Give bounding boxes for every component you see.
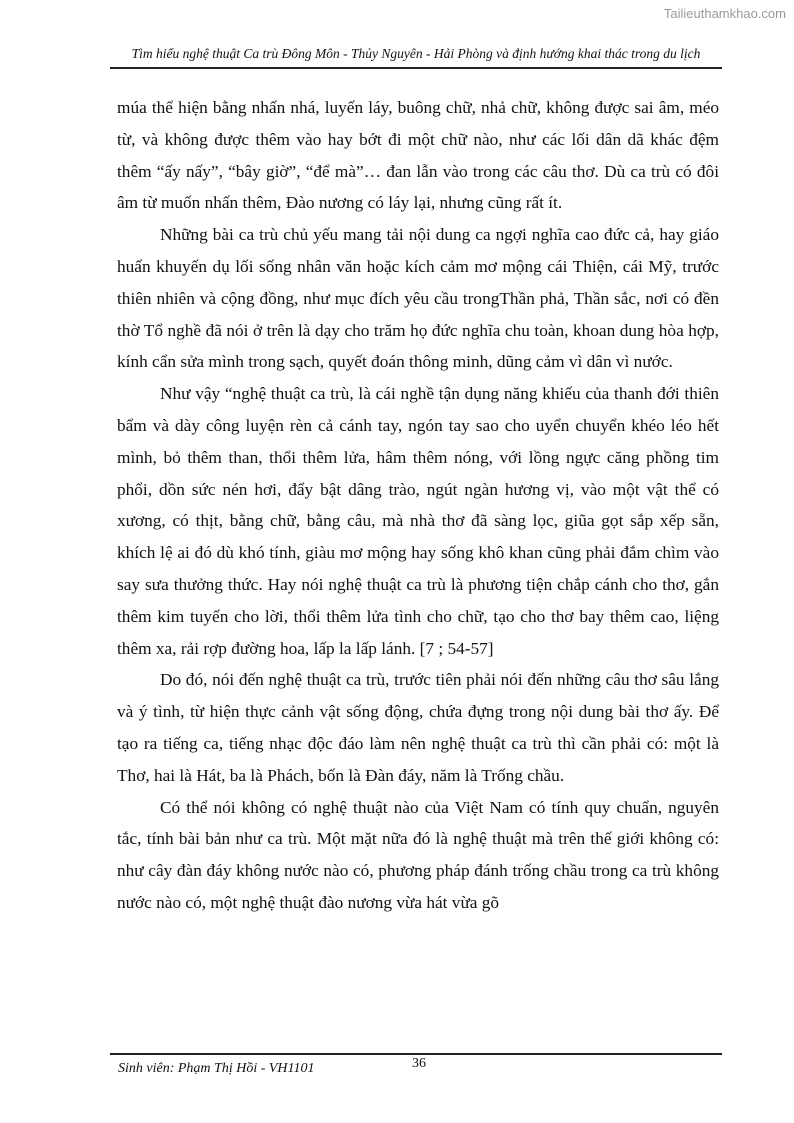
paragraph-2: Những bài ca trù chủ yếu mang tải nội dung ca ngợi nghĩa cao đức cả, hay giáo huấn khuyến dụ lối sống nhân văn hoặc kích cảm mơ mộng cái Thiện, cái Mỹ, trước thiên nhiên và cộng đồng, như mục đích yêu cầu trongThần phả, Thần sắc, nơi có đền thờ Tổ nghề đã nói ở trên là dạy cho trăm họ đức nghĩa chu toàn, khoan dung hòa hợp, kính cẩn sửa mình trong sạch, quyết đoán thông minh, dũng cảm vì dân vì nước. [117,225,719,372]
paragraph-4: Do đó, nói đến nghệ thuật ca trù, trước tiên phải nói đến những câu thơ sâu lắng và ý tình, từ hiện thực cảnh vật sống động, chứa đựng trong nội dung bài thơ ấy. Để tạo ra tiếng ca, tiếng nhạc độc đáo làm nên nghệ thuật ca trù thì cần phải có: một là Thơ, hai là Hát, ba là Phách, bốn là Đàn đáy, năm là Trống chầu. [117,670,719,785]
paragraph-3: Như vậy “nghệ thuật ca trù, là cái nghề tận dụng năng khiếu của thanh đới thiên bẩm và dày công luyện rèn cả cánh tay, ngón tay sao cho uyển chuyển khéo léo hết mình, bỏ thêm than, thổi thêm lửa, hâm thêm nóng, với lồng ngực căng phồng tim phổi, dồn sức nén hơi, đẩy bật dâng trào, ngút ngàn hương vị, vào một vật thể có xương, có thịt, bằng chữ, bằng câu, mà nhà thơ đã sàng lọc, giũa gọt sắp xếp sẵn, khích lệ ai đó dù khó tính, giàu mơ mộng hay sống khô khan cũng phải đắm chìm vào say sưa thưởng thức. Hay nói nghệ thuật ca trù là phương tiện chắp cánh cho thơ, gắn thêm kim tuyến cho lời, thổi thêm lửa tình cho chữ, tạo cho thơ bay thêm cao, liệng thêm xa, rải rợp đường hoa, lấp la lấp lánh. [7 ; 54-57] [117,384,719,658]
footer-rule [110,1053,722,1055]
page-number: 36 [412,1056,426,1071]
watermark: Tailieuthamkhao.com [663,6,786,21]
footer-author: Sinh viên: Phạm Thị Hồi - VH1101 [118,1061,315,1076]
running-header: Tìm hiểu nghệ thuật Ca trù Đông Môn - Thủy Nguyên - Hải Phòng và định hướng khai thác trong du lịch [131,46,701,61]
document-body [117,92,719,919]
paragraph-5: Có thể nói không có nghệ thuật nào của Việt Nam có tính quy chuẩn, nguyên tắc, tính bài bản như ca trù. Một mặt nữa đó là nghệ thuật mà trên thế giới không có: như cây đàn đáy không nước nào có, phương pháp đánh trống chầu trong ca trù không nước nào có, một nghệ thuật đào nương vừa hát vừa gõ [117,797,719,912]
paragraph-1: múa thể hiện bằng nhấn nhá, luyến láy, buông chữ, nhả chữ, không được sai âm, méo từ, và không được thêm vào hay bớt đi một chữ nào, như các lối dân dã khác đệm thêm “ấy nấy”, “bây giờ”, “để mà”… đan lẫn vào trong các câu thơ. Dù ca trù có đôi âm từ muốn nhấn thêm, Đào nương có láy lại, nhưng cũng rất ít. [117,98,719,213]
header-rule [110,67,722,69]
